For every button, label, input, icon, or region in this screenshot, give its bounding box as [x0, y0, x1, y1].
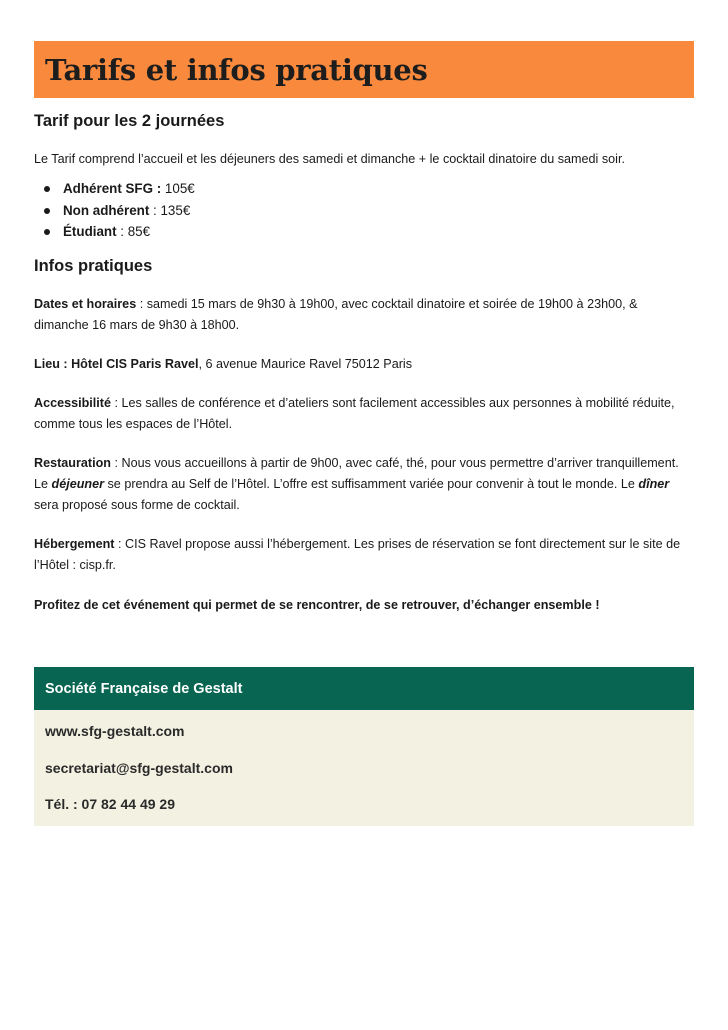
price-value: : 135€ [149, 202, 191, 218]
contact-card [34, 667, 694, 826]
tarif-heading: Tarif pour les 2 journées [34, 112, 225, 130]
closing-message: Profitez de cet événement qui permet de se rencontrer, de se retrouver, d’échanger ensemble ! [34, 597, 600, 612]
price-label: Non adhérent [63, 202, 150, 218]
price-item-adherent [63, 178, 694, 200]
diner-emphasis: dîner [638, 476, 670, 491]
restauration-text-3: sera proposé sous forme de cocktail. [34, 497, 240, 512]
contact-card-header [34, 667, 694, 710]
price-item-non-adherent [63, 200, 694, 222]
dates-text: : samedi 15 mars de 9h30 à 19h00, avec cocktail dinatoire et soirée de 19h00 à 23h00, & dimanche 16 mars de 9h30 à 18h00. [34, 296, 638, 332]
email-link[interactable]: secretariat@sfg-gestalt.com [45, 759, 233, 776]
restauration-text-2: se prendra au Self de l’Hôtel. L’offre est suffisamment variée pour convenir à tout le monde. Le [104, 476, 639, 491]
contact-card-body [34, 710, 694, 826]
tarif-intro: Le Tarif comprend l’accueil et les déjeuners des samedi et dimanche + le cocktail dinatoire du samedi soir. [34, 152, 625, 166]
hebergement-label: Hébergement [34, 536, 115, 551]
accessibilite-label: Accessibilité [34, 395, 112, 410]
main-content [34, 112, 694, 616]
accessibilite-text: : Les salles de conférence et d’ateliers sont facilement accessibles aux personnes à mobilité réduite, comme tous les espaces de l’Hôtel. [34, 395, 675, 431]
restauration-label: Restauration [34, 455, 111, 470]
lieu-label: Lieu : Hôtel CIS Paris Ravel [34, 356, 199, 371]
price-list [34, 178, 694, 243]
lieu-text: , 6 avenue Maurice Ravel 75012 Paris [198, 356, 413, 371]
restauration-text-1: : Nous vous accueillons à partir de 9h00, avec café, thé, pour vous permettre d’arriver tranquillement. Le [34, 455, 679, 491]
page-title: Tarifs et infos pratiques [45, 52, 428, 87]
dates-paragraph [34, 294, 694, 336]
dejeuner-emphasis: déjeuner [51, 476, 105, 491]
phone-number: Tél. : 07 82 44 49 29 [45, 796, 175, 812]
price-value: : 85€ [116, 224, 151, 239]
price-value: 105€ [161, 181, 195, 196]
price-label: Adhérent SFG : [63, 181, 162, 196]
price-item-etudiant [63, 221, 694, 243]
accessibilite-paragraph [34, 393, 694, 435]
website-link[interactable]: www.sfg-gestalt.com [45, 723, 185, 739]
lieu-paragraph [34, 354, 694, 375]
infos-heading: Infos pratiques [34, 256, 153, 275]
restauration-paragraph [34, 453, 694, 516]
dates-label: Dates et horaires [34, 296, 137, 311]
hebergement-text: : CIS Ravel propose aussi l’hébergement. Les prises de réservation se font directement sur le site de l’Hôtel : cisp.fr. [34, 536, 681, 572]
hebergement-paragraph [34, 534, 694, 576]
organization-name: Société Française de Gestalt [45, 680, 243, 697]
price-label: Étudiant [63, 224, 117, 239]
title-banner [34, 41, 694, 98]
